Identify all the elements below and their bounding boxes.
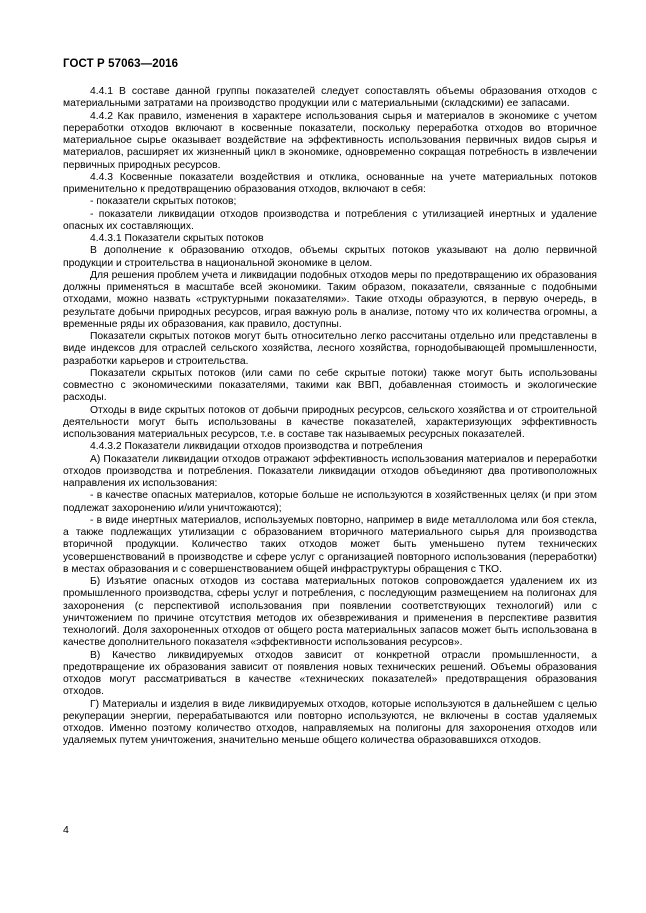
section-heading-4-4-3-1: 4.4.3.1 Показатели скрытых потоков bbox=[90, 233, 264, 244]
page-number: 4 bbox=[63, 824, 69, 836]
paragraph-a: А) Показатели ликвидации отходов отражают эффективность использования материалов и переработки отходов производства и потребления. Показатели ликвидации отходов объединяют два противоположных направления их использования: bbox=[63, 453, 597, 489]
paragraph-v: В) Качество ликвидируемых отходов зависит от конкретной отрасли промышленности, а предотвращение их образования зависит от появления новых технических решений. Объемы образования отходов могут рассматриваться в качестве «технических показателей» предотвращения образования отходов. bbox=[63, 649, 597, 698]
paragraph-g: Г) Материалы и изделия в виде ликвидируемых отходов, которые используются в дальнейшем с целью рекуперации энергии, перерабатываются или повторно используются, не включены в состав удаляемых отходов. Именно поэтому количество отходов, направляемых на полигоны для захоронения отходов или удаляемых путем уничтожения, значительно меньше общего количества образовавшихся отходов. bbox=[63, 698, 597, 747]
document-header: ГОСТ Р 57063—2016 bbox=[63, 58, 179, 70]
paragraph-4-4-3: 4.4.3 Косвенные показатели воздействия и отклика, основанные на учете материальных потоков применительно к предотвращению образования отходов, включают в себя: bbox=[63, 171, 597, 195]
paragraph: Показатели скрытых потоков могут быть относительно легко рассчитаны отдельно или представлены в виде индексов для отраслей сельского хозяйства, лесного хозяйства, горнодобывающей промышленности, разработки карьеров и строительства. bbox=[63, 331, 597, 367]
list-item-hidden-flows: - показатели скрытых потоков; bbox=[90, 196, 237, 208]
paragraph: Отходы в виде скрытых потоков от добычи природных ресурсов, сельского хозяйства и от строительной деятельности могут быть использованы в качестве показателей, характеризующих эффективность использования материальных ресурсов, т.е. в составе так называемых ресурсных показателей. bbox=[63, 404, 597, 440]
list-item-hazardous: - в качестве опасных материалов, которые больше не используются в хозяйственных целях (и при этом подлежат захоронению и/или уничтожаются); bbox=[63, 490, 597, 514]
document-body bbox=[63, 86, 597, 748]
paragraph-b: Б) Изъятие опасных отходов из состава материальных потоков сопровождается удалением их из промышленного производства, сферы услуг и потребления, с последующим размещением на полигонах для захоронения (с перспективой использования при появлении соответствующих технологий) или с уничтожением по причине отсутствия методов их обезвреживания и применения в перспективе развития технологий. Доля захороненных отходов от общего роста материальных запасов может быть использована в качестве дополнительного показателя «эффективности использования ресурсов». bbox=[63, 576, 597, 649]
list-item-waste-liquidation: - показатели ликвидации отходов производства и потребления с утилизацией инертных и удаление опасных их составляющих. bbox=[63, 208, 597, 232]
paragraph: Показатели скрытых потоков (или сами по себе скрытые потоки) также могут быть использованы совместно с экономическими показателями, такими как ВВП, добавленная стоимость и экологические расходы. bbox=[63, 367, 597, 404]
section-heading-4-4-3-2: 4.4.3.2 Показатели ликвидации отходов производства и потребления bbox=[90, 441, 423, 453]
paragraph: Для решения проблем учета и ликвидации подобных отходов меры по предотвращению их образования должны применяться в масштабе всей экономики. Таким образом, показатели, связанные с подобными отходами, можно назвать «структурными показателями». Такие отходы образуются, в первую очередь, в результате добычи природных ресурсов, играя важную роль в анализе, потому что их количества огромны, а временные ряды их образования, как правило, доступны. bbox=[63, 269, 597, 330]
paragraph-4-4-1: 4.4.1 В составе данной группы показателей следует сопоставлять объемы образования отходов с материальными затратами на производство продукции или с материальными (складскими) ее запасами. bbox=[63, 86, 597, 110]
paragraph: В дополнение к образованию отходов, объемы скрытых потоков указывают на долю первичной продукции и строительства в национальной экономике в целом. bbox=[63, 245, 597, 269]
paragraph-4-4-2: 4.4.2 Как правило, изменения в характере использования сырья и материалов в экономике с учетом переработки отходов включают в косвенные показатели, поскольку переработка отходов во вторичное материальное сырье оказывает воздействие на эффективность использования первичных видов сырья и материалов, расширяет их жизненный цикл в экономике, одновременно сокращая потребность в извлечении первичных природных ресурсов. bbox=[63, 110, 597, 171]
list-item-inert: - в виде инертных материалов, используемых повторно, например в виде металлолома или боя стекла, а также подлежащих утилизации с образованием вторичного материального сырья для производства вторичной продукции. Количество таких отходов может быть уменьшено путем технических усовершенствований в производстве и сфере услуг с организацией повторного использования (переработки) в местах образования и с совершенствованием общей инфраструктуры обращения с ТКО. bbox=[63, 514, 597, 575]
